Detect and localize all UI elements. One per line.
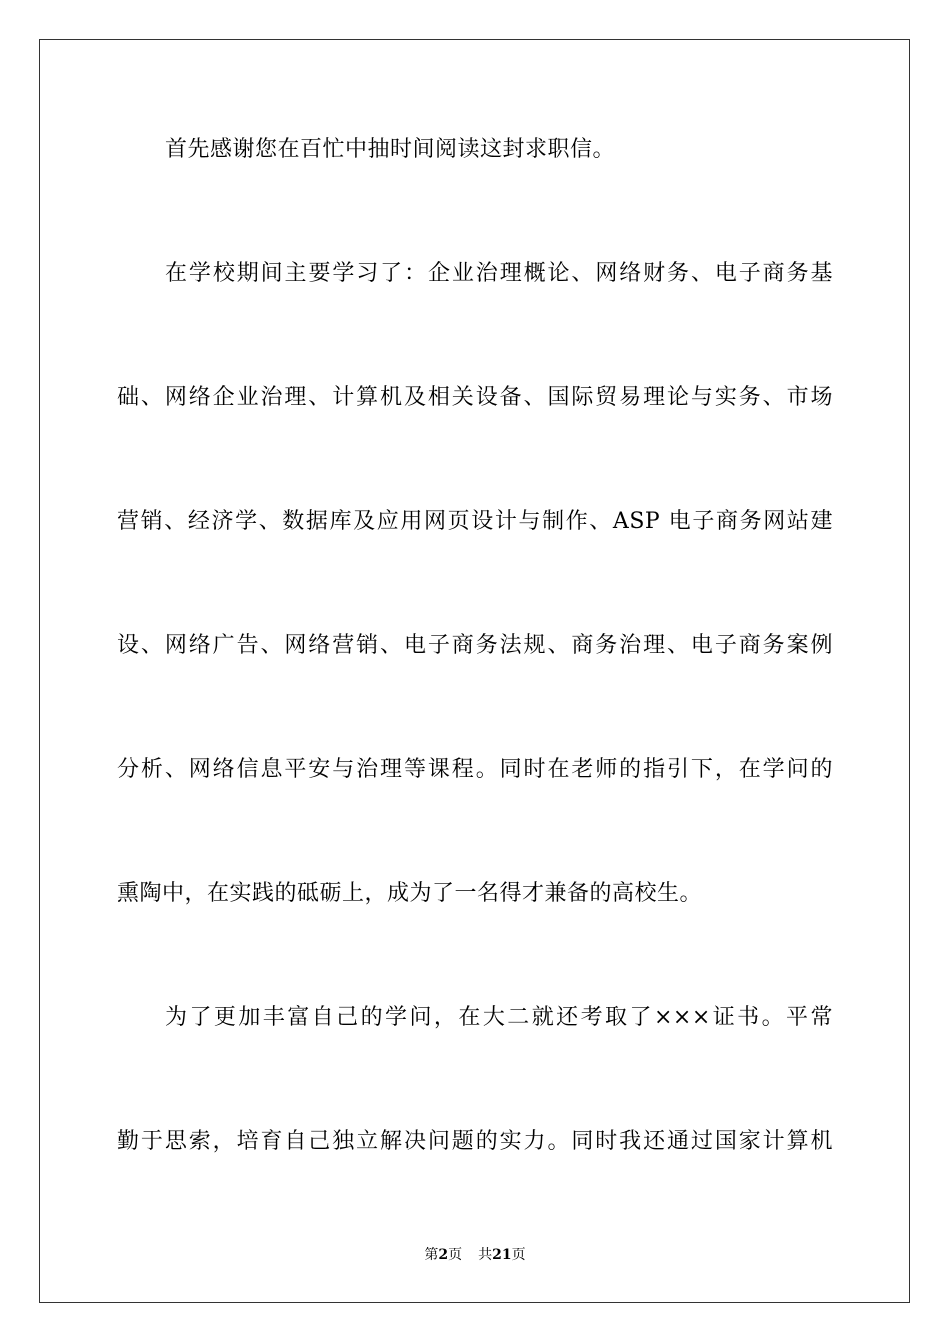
paragraph-line: 勤于思索，培育自己独立解决问题的实力。同时我还通过国家计算机 [117, 1129, 833, 1154]
paragraph-line: 为了更加丰富自己的学问，在大二就还考取了×××证书。平常 [165, 1005, 833, 1030]
paragraph-line: 础、网络企业治理、计算机及相关设备、国际贸易理论与实务、市场 [117, 385, 833, 410]
footer-total-pages: 21 [492, 1247, 512, 1263]
footer-page-number: 2 [438, 1247, 449, 1263]
paragraph-line: 设、网络广告、网络营销、电子商务法规、商务治理、电子商务案例 [117, 633, 833, 658]
page-footer [0, 1245, 950, 1265]
paragraph-line: 首先感谢您在百忙中抽时间阅读这封求职信。 [165, 137, 616, 162]
footer-total-suffix: 页 [511, 1247, 526, 1263]
paragraph-line: 熏陶中，在实践的砥砺上，成为了一名得才兼备的高校生。 [117, 881, 703, 906]
paragraph-line: 营销、经济学、数据库及应用网页设计与制作、ASP 电子商务网站建 [117, 509, 833, 534]
footer-total-prefix: 共 [478, 1247, 493, 1263]
footer-page-suffix: 页 [448, 1247, 463, 1263]
paragraph-line: 在学校期间主要学习了：企业治理概论、网络财务、电子商务基 [165, 261, 833, 286]
paragraph-line: 分析、网络信息平安与治理等课程。同时在老师的指引下，在学问的 [117, 757, 833, 782]
footer-page-prefix: 第 [424, 1247, 439, 1263]
page-border [39, 39, 910, 1303]
